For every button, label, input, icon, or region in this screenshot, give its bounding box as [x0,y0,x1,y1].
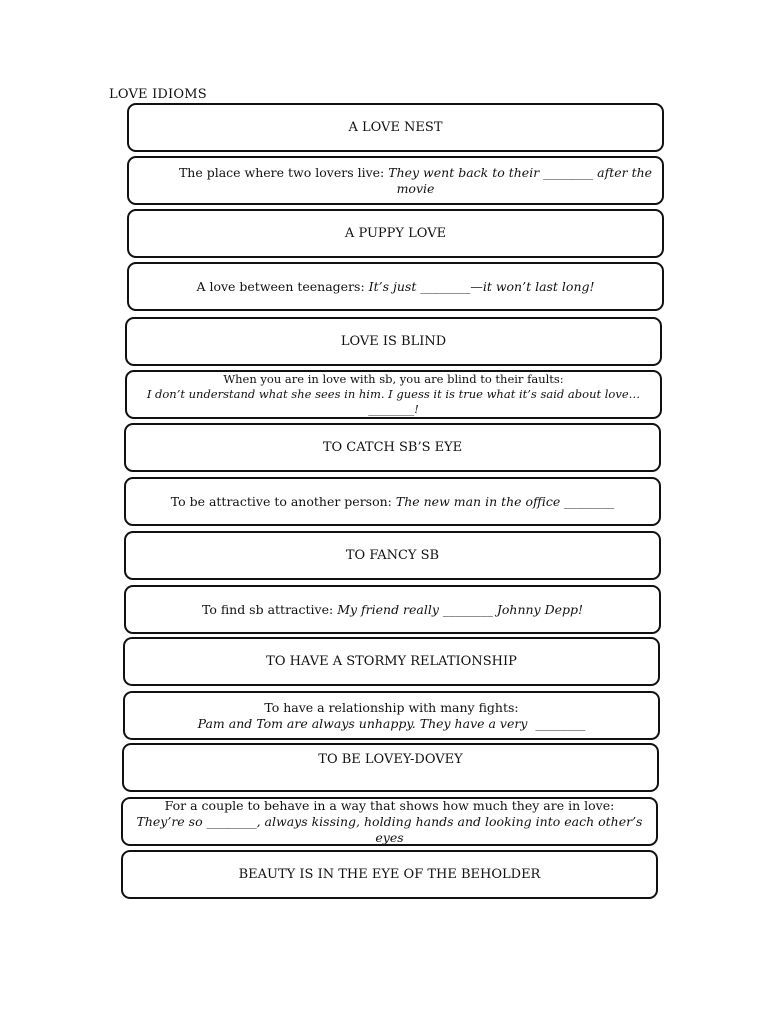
idiom-heading-box [122,743,659,792]
idiom-definition: To have a relationship with many fights: [264,699,519,715]
idiom-definition: To be attractive to another person: [170,493,392,509]
idiom-example: Pam and Tom are always unhappy. They have a very ________ [197,715,586,731]
idiom-heading: A LOVE NEST [348,119,443,135]
idiom-definition-box [123,691,660,740]
idiom-example: I don’t understand what she sees in him. I guess it is true what it’s said about love…________! [146,387,641,416]
idiom-heading-box [124,423,661,472]
idiom-heading: A PUPPY LOVE [344,225,447,241]
idiom-heading: BEAUTY IS IN THE EYE OF THE BEHOLDER [238,866,541,882]
idiom-definition: For a couple to behave in a way that shows how much they are in love: [164,797,615,813]
idiom-example: They’re so ________, always kissing, holding hands and looking into each other’s eyes [136,813,643,845]
idiom-heading-box [123,637,660,686]
idiom-definition: To find sb attractive: [201,601,334,617]
idiom-definition-box [127,262,664,311]
page-title: LOVE IDIOMS [109,87,207,102]
idiom-definition-box [124,585,661,634]
idiom-definition: A love between teenagers: [196,278,365,294]
idiom-heading-box [121,850,658,899]
idiom-definition-box [121,797,658,846]
idiom-heading: TO HAVE A STORMY RELATIONSHIP [266,653,517,669]
idiom-definition: The place where two lovers live: [178,164,385,180]
idiom-heading: TO FANCY SB [345,547,440,563]
idiom-example: The new man in the office ________ [395,493,615,509]
idiom-definition-box [125,370,662,419]
idiom-heading-box [125,317,662,366]
idiom-definition-box [124,477,661,526]
idiom-example: It’s just ________—it won’t last long! [368,278,595,294]
idiom-definition: When you are in love with sb, you are blind to their faults: [223,372,564,386]
idiom-heading-box [127,209,664,258]
idiom-heading: LOVE IS BLIND [340,333,447,349]
idiom-heading: TO BE LOVEY-DOVEY [318,752,463,767]
idiom-heading-box [124,531,661,580]
idiom-heading-box [127,103,664,152]
idiom-definition-box [127,156,664,205]
idiom-heading: TO CATCH SB’S EYE [322,439,463,455]
idiom-example: They went back to their ________ after the movie [388,164,653,196]
idiom-example: My friend really ________ Johnny Depp! [337,601,584,617]
